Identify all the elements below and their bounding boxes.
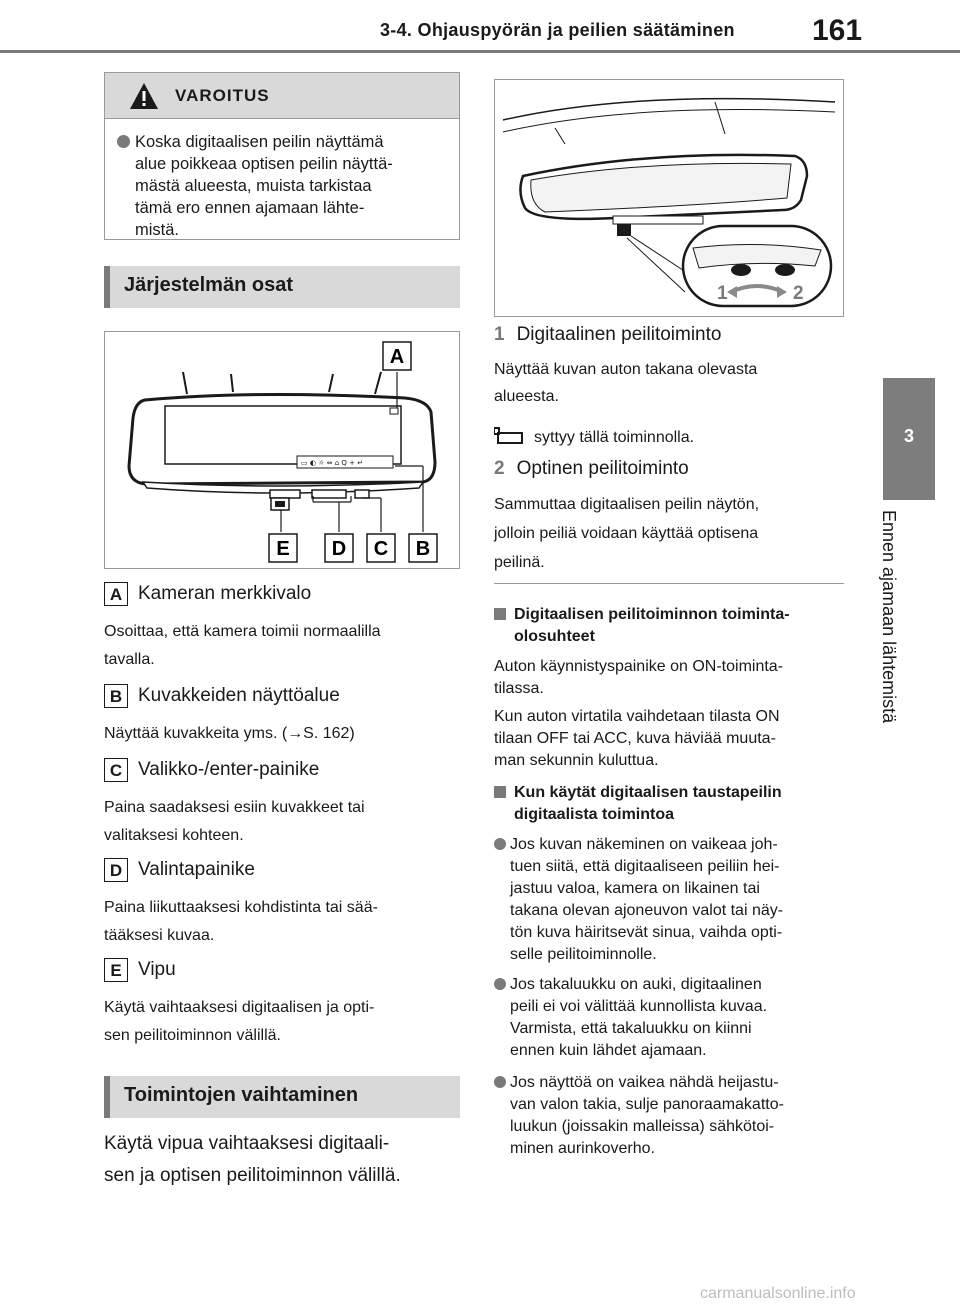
mirror-diagram xyxy=(104,331,460,569)
item-desc: Näyttää kuvakkeita yms. (→S. 162) xyxy=(104,725,355,742)
mirror-lever-illustration xyxy=(494,79,844,317)
usage-bullet-1: Jos kuvan näkeminen on vaikeaa joh- tuen siitä, että digitaaliseen peiliin hei- jastuu valoa, kamera on likainen tai takana olevan ajoneuvon valot tai näy- tön kuva häiritsevät sinua, vaihda opti- selle peilitoiminnolle. xyxy=(494,834,849,966)
svg-text:▭ ◐ ☼ ⇔ ⌂ Q + ↵: ▭ ◐ ☼ ⇔ ⌂ Q + ↵ xyxy=(301,459,364,467)
mirror-illustration xyxy=(105,332,461,570)
svg-text:A: A xyxy=(389,346,405,368)
divider xyxy=(494,583,844,584)
item-letter: A xyxy=(104,582,128,606)
item-letter: D xyxy=(104,858,128,882)
bullet-icon xyxy=(494,978,506,990)
warning-triangle-icon xyxy=(129,82,159,110)
item-e xyxy=(104,958,460,1050)
diagram-label-e xyxy=(269,534,297,562)
item-d xyxy=(104,858,460,950)
photo-label-2: 2 xyxy=(793,283,804,304)
diagram-label-c xyxy=(367,534,395,562)
svg-text:B: B xyxy=(415,538,431,560)
bullet-icon xyxy=(117,135,130,148)
warning-line: tämä ero ennen ajamaan lähte- xyxy=(135,199,365,217)
chapter-tab xyxy=(883,378,935,500)
item-a xyxy=(104,582,460,674)
diagram-label-a xyxy=(383,342,411,370)
item-title: Vipu xyxy=(138,959,176,980)
header-title: 3-4. Ohjauspyörän ja peilien säätäminen xyxy=(380,20,735,40)
svg-text:D: D xyxy=(331,538,347,560)
item-desc: Paina saadaksesi esiin kuvakkeet tai valitaksesi kohteen. xyxy=(104,799,365,844)
mode-1-icon-note: syttyy tällä toiminnolla. xyxy=(494,424,844,451)
bullet-icon xyxy=(494,1076,506,1088)
mode-2-heading: 2 Optinen peilitoiminto xyxy=(494,458,689,479)
photo-label-1: 1 xyxy=(717,283,728,304)
chapter-number: 3 xyxy=(903,426,914,446)
item-b xyxy=(104,684,460,748)
section-heading-parts xyxy=(104,266,460,308)
usage-heading: Kun käytät digitaalisen taustapeilin digitaalista toimintoa xyxy=(494,782,854,826)
item-letter: C xyxy=(104,758,128,782)
warning-line: mistä. xyxy=(135,221,180,239)
svg-text:C: C xyxy=(373,538,389,560)
switching-text: Käytä vipua vaihtaaksesi digitaali- sen ja optisen peilitoiminnon välillä. xyxy=(104,1133,401,1186)
bullet-icon xyxy=(494,838,506,850)
page-header xyxy=(0,0,960,60)
warning-title: VAROITUS xyxy=(175,86,270,105)
digital-mirror-icon xyxy=(494,427,524,447)
conditions-heading: Digitaalisen peilitoiminnon toiminta- olosuhteet xyxy=(494,604,854,648)
mode-1-heading: 1 Digitaalinen peilitoiminto xyxy=(494,324,722,345)
item-desc: Osoittaa, että kamera toimii normaalilla tavalla. xyxy=(104,623,381,668)
warning-line: alue poikkeaa optisen peilin näyttä- xyxy=(135,155,393,173)
watermark: carmanualsonline.info xyxy=(700,1285,856,1302)
mode-2-desc: Sammuttaa digitaalisen peilin näytön, jolloin peiliä voidaan käyttää optisena peilinä. xyxy=(494,496,760,571)
diagram-label-b xyxy=(409,534,437,562)
mode-1-desc: Näyttää kuvan auton takana olevasta alueesta. xyxy=(494,361,758,405)
warning-box xyxy=(104,72,460,240)
conditions-para-2: Kun auton virtatila vaihdetaan tilasta ON tilaan OFF tai ACC, kuva häviää muuta- man sekunnin kuluttua. xyxy=(494,708,780,769)
section-heading-switching xyxy=(104,1076,460,1118)
usage-bullet-2: Jos takaluukku on auki, digitaalinen peili ei voi välittää kunnollista kuvaa. Varmista, että takaluukku on kiinni ennen kuin lähdet ajamaan. xyxy=(494,974,849,1062)
item-c xyxy=(104,758,460,850)
section-title: Järjestelmän osat xyxy=(124,274,293,296)
item-desc: Käytä vaihtaaksesi digitaalisen ja opti- sen peilitoiminnon välillä. xyxy=(104,999,375,1044)
item-title: Kuvakkeiden näyttöalue xyxy=(138,685,340,706)
header-rule xyxy=(0,50,960,53)
page-number: 161 xyxy=(812,14,863,47)
section-title: Toimintojen vaihtaminen xyxy=(124,1084,359,1106)
warning-header xyxy=(105,73,459,119)
diagram-label-d xyxy=(325,534,353,562)
item-title: Valikko-/enter-painike xyxy=(138,759,320,780)
conditions-para-1: Auton käynnistyspainike on ON-toiminta- tilassa. xyxy=(494,658,784,697)
item-letter: E xyxy=(104,958,128,982)
item-desc: Paina liikuttaaksesi kohdistinta tai sää- tääksesi kuvaa. xyxy=(104,899,378,944)
usage-bullet-3: Jos näyttöä on vaikea nähdä heijastu- van valon takia, sulje panoraamakatto- luukun (joissakin malleissa) sähkötoi- minen aurinkoverho. xyxy=(494,1072,849,1160)
item-letter: B xyxy=(104,684,128,708)
svg-text:E: E xyxy=(276,538,290,560)
chapter-side-title xyxy=(880,510,940,760)
chapter-title: Ennen ajamaan lähtemistä xyxy=(879,510,899,724)
warning-line: mästä alueesta, muista tarkistaa xyxy=(135,177,372,195)
warning-text xyxy=(105,119,459,241)
item-title: Valintapainike xyxy=(138,859,255,880)
warning-line: Koska digitaalisen peilin näyttämä xyxy=(135,133,384,151)
item-title: Kameran merkkivalo xyxy=(138,583,312,604)
